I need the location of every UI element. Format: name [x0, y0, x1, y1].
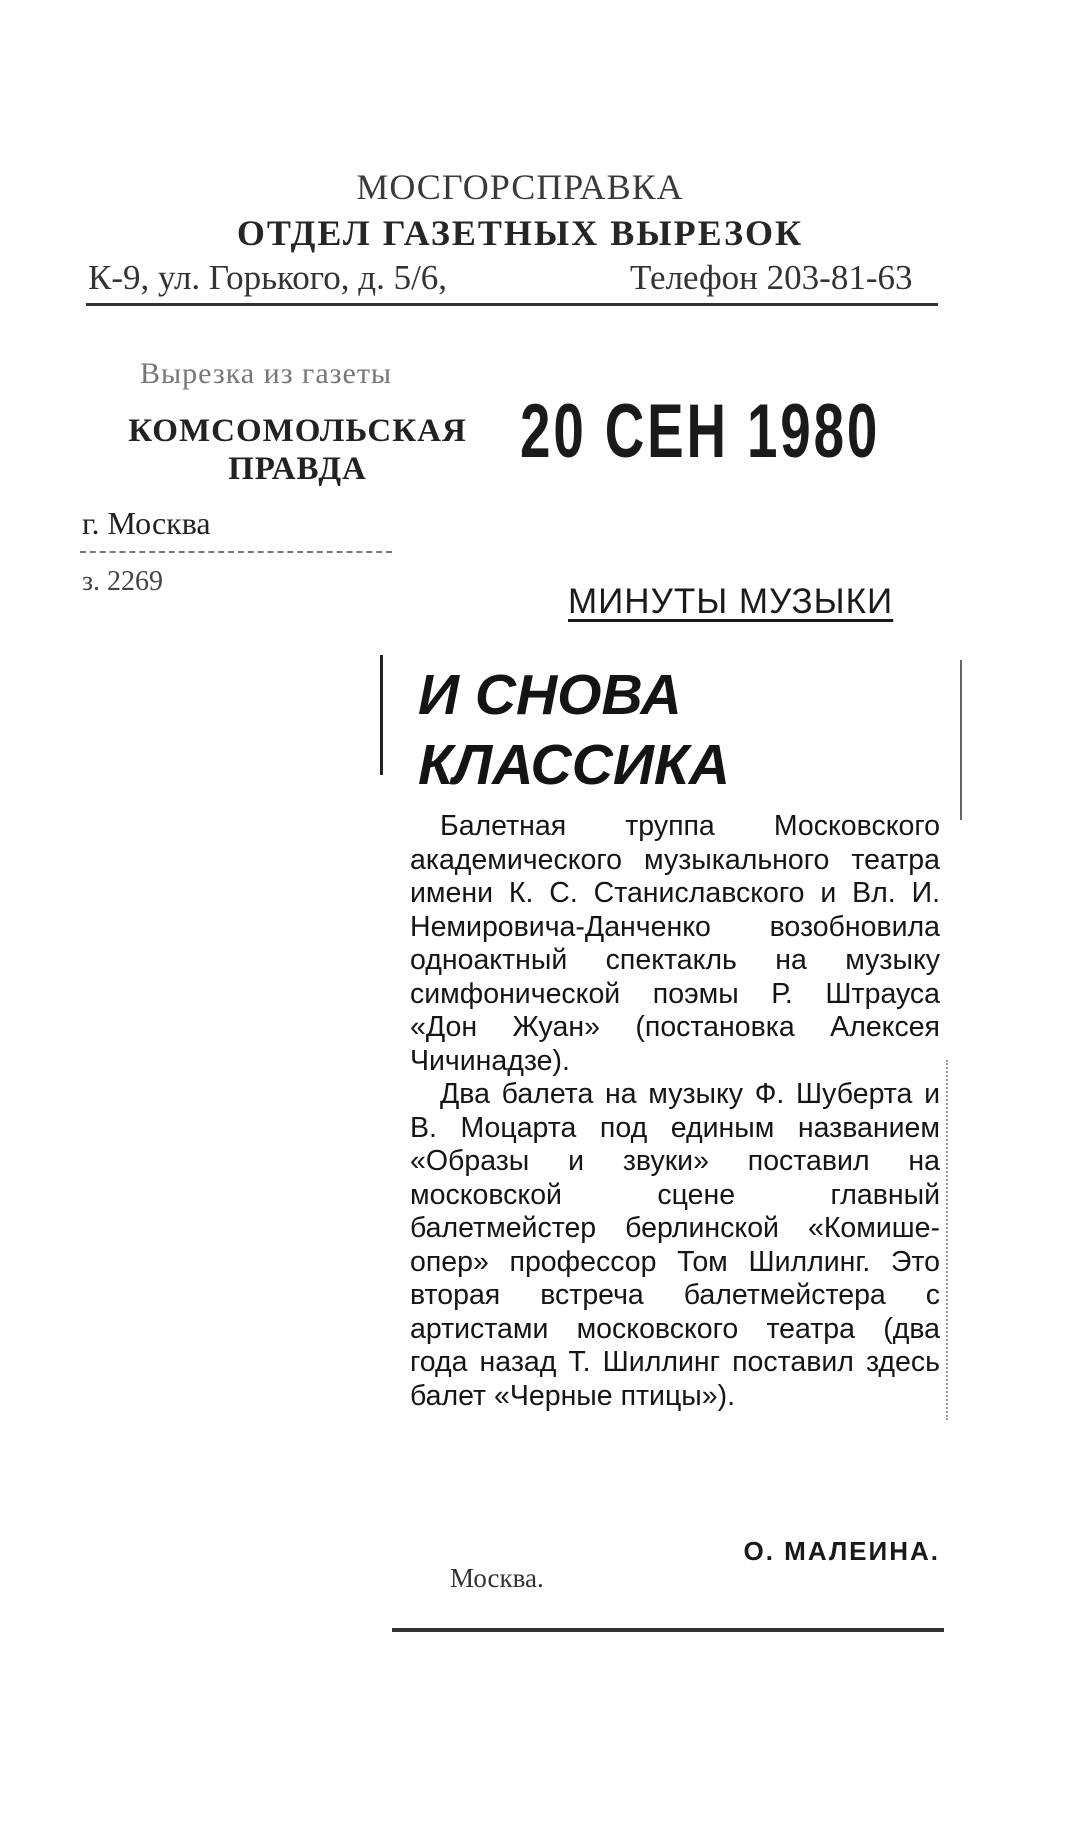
article-bottom-rule: [392, 1628, 944, 1632]
article-place: Москва.: [450, 1563, 544, 1593]
service-name: МОСГОРСПРАВКА: [356, 167, 684, 207]
title-left-rule: [380, 655, 383, 775]
article-title-line1: И СНОВА: [418, 663, 682, 727]
article-paragraph: Два балета на музыку Ф. Шуберта и В. Моцарта под единым названием «Образы и звуки» поставил на московской сцене главный балетмейстер берлинской «Комише-опер» профессор Том Шиллинг. Это вторая встреча балетмейстера с артистами московского театра (два года назад Т. Шиллинг поставил здесь балет «Черные птицы»).: [410, 1078, 940, 1412]
title-right-rule: [960, 660, 962, 820]
source-city: г. Москва: [82, 505, 211, 541]
service-phone: Телефон 203-81-63: [630, 258, 913, 297]
article-paragraph: Балетная труппа Московского академического музыкального театра имени К. С. Станиславского и Вл. И. Немировича-Данченко возобновила одноактный спектакль на музыку симфонической поэмы Р. Штрауса «Дон Жуан» (постановка Алексея Чичинадзе).: [410, 810, 940, 1077]
order-number: з. 2269: [82, 566, 164, 597]
newspaper-name-line2: ПРАВДА: [228, 451, 367, 487]
article-rubric: МИНУТЫ МУЗЫКИ: [568, 582, 894, 621]
article-title-line2: КЛАССИКА: [418, 733, 731, 797]
article-body: [410, 810, 940, 1413]
department-name: ОТДЕЛ ГАЗЕТНЫХ ВЫРЕЗОК: [236, 213, 804, 253]
source-divider: [80, 551, 392, 553]
date-stamp: 20 СЕН 1980: [520, 389, 881, 474]
newspaper-name: [110, 412, 485, 488]
source-label: Вырезка из газеты: [140, 357, 393, 390]
newspaper-name-line1: КОМСОМОЛЬСКАЯ: [128, 413, 467, 449]
header-divider: [86, 303, 938, 306]
article-title: [418, 660, 798, 800]
article-author: О. МАЛЕИНА.: [743, 1536, 940, 1566]
service-address: К-9, ул. Горького, д. 5/6,: [88, 258, 448, 297]
clipping-cut-edge: [946, 1060, 948, 1420]
